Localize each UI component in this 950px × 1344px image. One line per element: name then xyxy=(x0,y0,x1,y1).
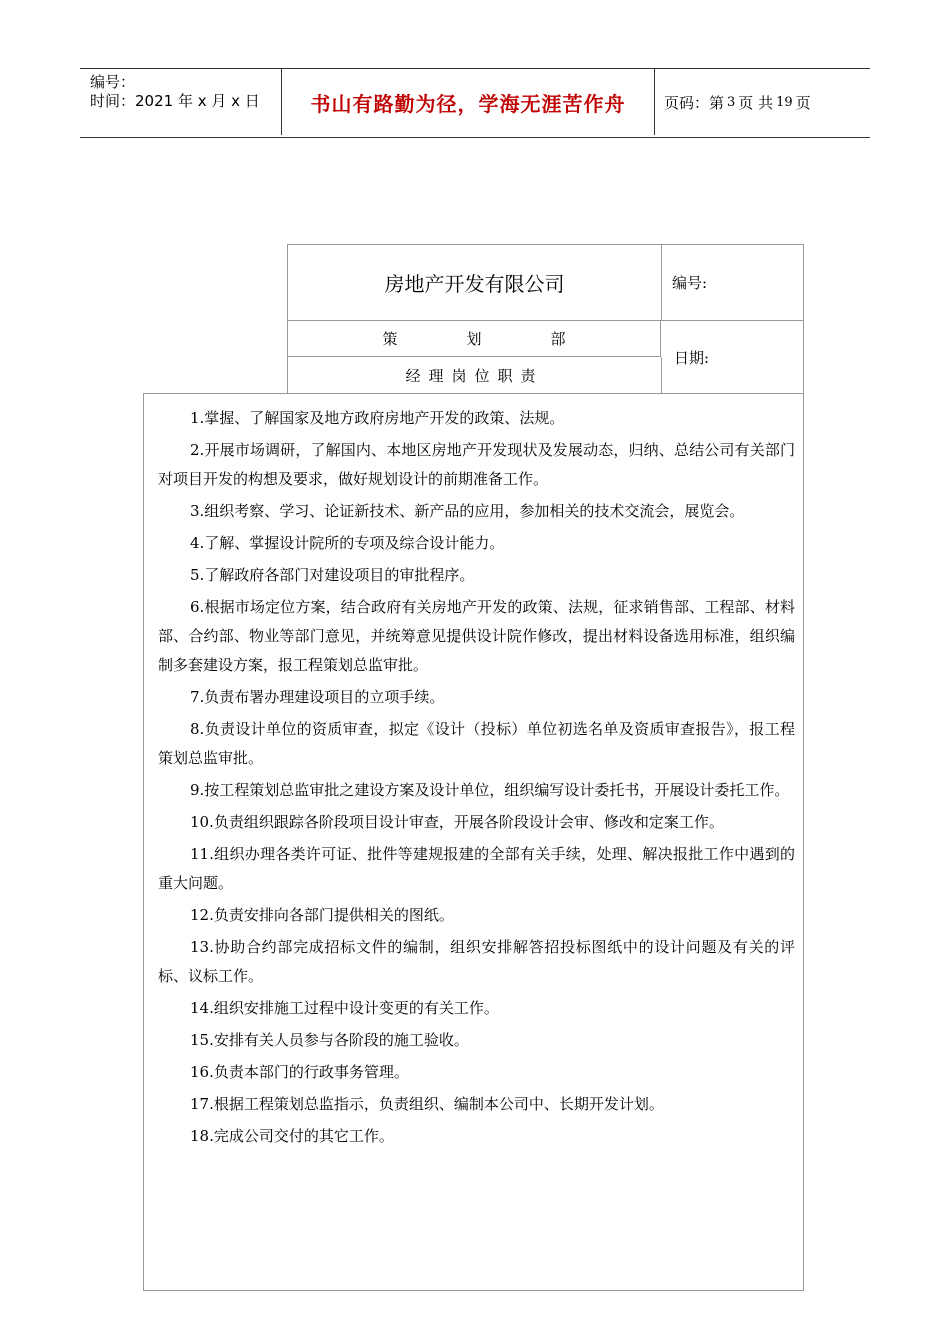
duty-item: 15.安排有关人员参与各阶段的施工验收。 xyxy=(190,1031,469,1049)
header-time-label: 时间：2021 年 x 月 x 日 xyxy=(90,92,260,110)
duty-item: 6.根据市场定位方案，结合政府有关房地产开发的政策、法规，征求销售部、工程部、材料部、合约部、物业等部门意见，并统筹意见提供设计院作修改，提出材料设备选用标准，组织编制多套建设方案，报工程策划总监审批。 xyxy=(158,598,795,674)
duty-item: 10.负责组织跟踪各阶段项目设计审查，开展各阶段设计会审、修改和定案工作。 xyxy=(190,813,724,831)
department-char: 策 xyxy=(382,329,398,348)
header-meta xyxy=(90,73,260,111)
duties-list xyxy=(144,394,803,1151)
duty-item: 5.了解政府各部门对建设项目的审批程序。 xyxy=(190,566,475,584)
header-page-info xyxy=(664,69,811,135)
duty-item: 18.完成公司交付的其它工作。 xyxy=(190,1127,394,1145)
doc-number-label: 编号: xyxy=(672,274,708,292)
page-prefix: 页码：第 xyxy=(664,93,725,112)
role-title: 经理岗位职责 xyxy=(288,357,662,394)
duty-item: 1.掌握、了解国家及地方政府房地产开发的政策、法规。 xyxy=(190,409,565,427)
page-header xyxy=(80,68,870,138)
header-motto: 书山有路勤为径，学海无涯苦作舟 xyxy=(281,69,655,135)
duty-item: 11.组织办理各类许可证、批件等建规报建的全部有关手续，处理、解决报批工作中遇到的重大问题。 xyxy=(158,845,795,892)
header-number-label: 编号： xyxy=(90,73,136,91)
duty-item: 9.按工程策划总监审批之建设方案及设计单位，组织编写设计委托书，开展设计委托工作。 xyxy=(190,781,790,799)
duty-item: 14.组织安排施工过程中设计变更的有关工作。 xyxy=(190,999,499,1017)
date-label: 日期: xyxy=(674,348,710,367)
page-total: 19 xyxy=(776,94,793,110)
duty-item: 4.了解、掌握设计院所的专项及综合设计能力。 xyxy=(190,534,505,552)
duty-item: 8.负责设计单位的资质审查，拟定《设计（投标）单位初选名单及资质审查报告》，报工程策划总监审批。 xyxy=(158,720,795,767)
page-suffix: 页 xyxy=(795,93,811,112)
department-name xyxy=(288,320,661,357)
duty-item: 16.负责本部门的行政事务管理。 xyxy=(190,1063,409,1081)
company-name: 房地产开发有限公司 xyxy=(288,245,662,321)
department-char: 部 xyxy=(550,329,566,348)
title-table xyxy=(287,244,804,394)
department-char: 划 xyxy=(466,329,482,348)
duty-item: 3.组织考察、学习、论证新技术、新产品的应用，参加相关的技术交流会，展览会。 xyxy=(190,502,745,520)
duty-item: 7.负责布署办理建设项目的立项手续。 xyxy=(190,688,445,706)
duty-item: 13.协助合约部完成招标文件的编制，组织安排解答招投标图纸中的设计问题及有关的评标、议标工作。 xyxy=(158,938,795,985)
page-mid: 页 共 xyxy=(738,93,774,112)
page-current: 3 xyxy=(727,94,736,110)
duty-item: 17.根据工程策划总监指示，负责组织、编制本公司中、长期开发计划。 xyxy=(190,1095,664,1113)
duties-box xyxy=(143,393,804,1291)
duty-item: 12.负责安排向各部门提供相关的图纸。 xyxy=(190,906,454,924)
duty-item: 2.开展市场调研，了解国内、本地区房地产开发现状及发展动态，归纳、总结公司有关部门对项目开发的构想及要求，做好规划设计的前期准备工作。 xyxy=(158,441,795,488)
